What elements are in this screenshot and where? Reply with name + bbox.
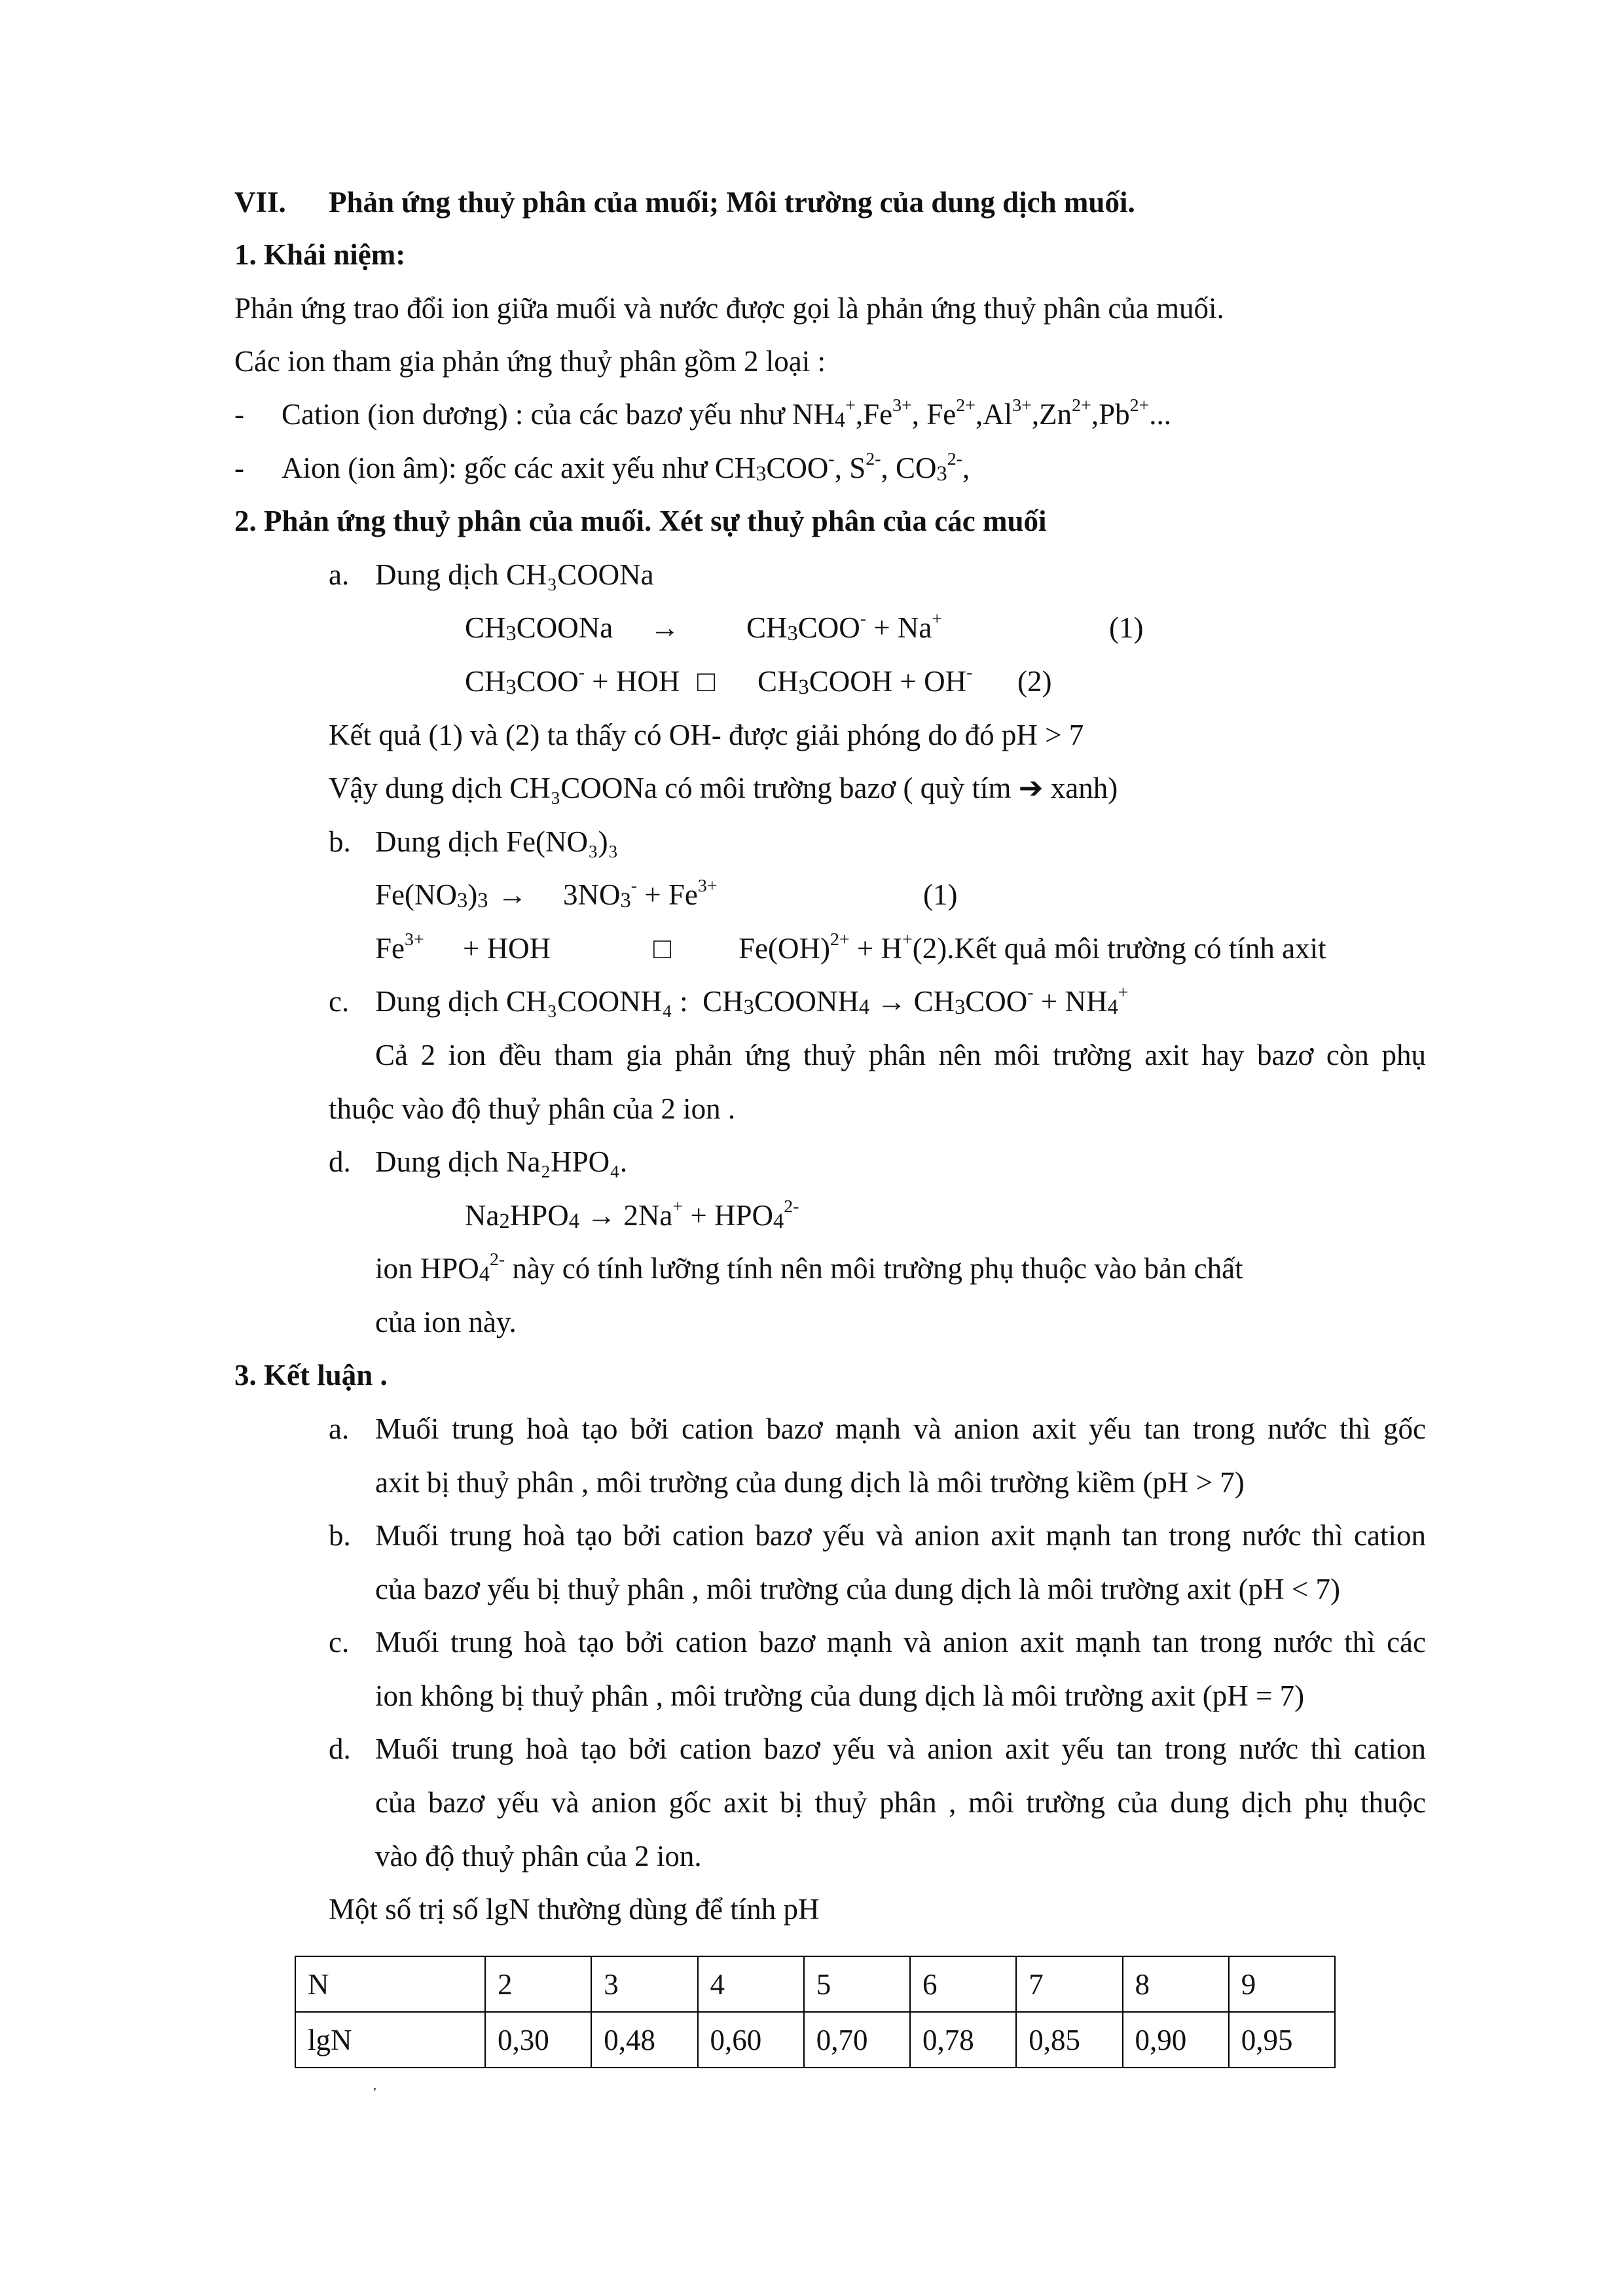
- conclusion-c-line1: Muối trung hoà tạo bởi cation bazơ mạnh và anion axit mạnh tan trong nước thì các: [375, 1626, 1426, 1659]
- conclusion-a-line1: Muối trung hoà tạo bởi cation bazơ mạnh và anion axit yếu tan trong nước thì gốc: [375, 1412, 1426, 1445]
- arrow-icon: →: [877, 985, 907, 1018]
- equation: $CH_3COO^- + Na^+$: [746, 608, 943, 645]
- conclusion-d-line1: Muối trung hoà tạo bởi cation bazơ yếu và anion axit yếu tan trong nước thì cation: [375, 1732, 1426, 1765]
- conclusion-b-line1: Muối trung hoà tạo bởi cation bazơ yếu và anion axit mạnh tan trong nước thì cation: [375, 1519, 1426, 1552]
- section-number: VII.: [234, 186, 286, 219]
- table-row: [295, 1956, 1335, 2012]
- subtitle-d: Dung dịch Na₂HPO₄.: [375, 1145, 628, 1178]
- table-cell: 0,60: [698, 2012, 804, 2068]
- equation: $Na_2HPO_4 \to 2Na^+ + HPO_4^{2-}$: [465, 1196, 799, 1233]
- equation-number: (1): [923, 878, 958, 911]
- table-cell: 9: [1229, 1956, 1335, 2012]
- unknown-glyph-icon: □: [653, 932, 672, 965]
- arrow-icon: →: [650, 611, 680, 644]
- table-cell: 0,95: [1229, 2012, 1335, 2068]
- bullet-dash: -: [234, 398, 244, 431]
- unknown-glyph-icon: □: [697, 665, 716, 698]
- bullet-anion: Aion (ion âm): gốc các axit yếu như $CH_3COO^-$, $S^{2-}$, $CO_3^{2-}$,: [282, 448, 970, 486]
- table-cell: 5: [804, 1956, 910, 2012]
- equation: $CH_3COOH + OH^-$: [757, 662, 973, 699]
- equation-number: (2): [1017, 665, 1052, 698]
- stray-mark: ’: [373, 2085, 377, 2100]
- table-cell: N: [295, 1956, 485, 2012]
- paragraph: Các ion tham gia phản ứng thuỷ phân gồm 2 loại :: [234, 345, 826, 378]
- table-cell: 8: [1123, 1956, 1229, 2012]
- table-cell: 0,78: [910, 2012, 1016, 2068]
- heading-concept: 1. Khái niệm:: [234, 238, 406, 271]
- table-cell: 0,90: [1123, 2012, 1229, 2068]
- table-cell: 0,48: [591, 2012, 697, 2068]
- equation: $Fe(NO_3)_3$: [375, 878, 488, 912]
- right-arrow-icon: ➔: [1018, 772, 1044, 804]
- equation: Fe(OH)$^{2+}$ + H+(2).Kết quả môi trường có tính axit: [739, 929, 1326, 965]
- table-cell: 6: [910, 1956, 1016, 2012]
- lgn-table: [295, 1956, 1336, 2068]
- arrow-icon: →: [498, 878, 527, 911]
- paragraph: Kết quả (1) và (2) ta thấy có OH- được giải phóng do đó pH > 7: [329, 719, 1084, 751]
- paragraph: thuộc vào độ thuỷ phân của 2 ion .: [329, 1092, 736, 1125]
- conclusion-a-line2: axit bị thuỷ phân , môi trường của dung dịch là môi trường kiềm (pH > 7): [375, 1466, 1245, 1499]
- label-c: c.: [329, 985, 350, 1018]
- table-caption: Một số trị số lgN thường dùng để tính pH: [329, 1893, 820, 1926]
- label-d: d.: [329, 1732, 351, 1765]
- table-cell: 4: [698, 1956, 804, 2012]
- bullet-cation: Cation (ion dương) : của các bazơ yếu như $NH_4^+,Fe^{3+}$, $Fe^{2+},Al^{3+},Zn^{2+},Pb^{2+}$...: [282, 395, 1172, 432]
- conclusion-d-line3: vào độ thuỷ phân của 2 ion.: [375, 1840, 702, 1873]
- table-cell: lgN: [295, 2012, 485, 2068]
- arrow-icon: →: [587, 1199, 617, 1232]
- heading-reaction: 2. Phản ứng thuỷ phân của muối. Xét sự thuỷ phân của các muối: [234, 505, 1047, 537]
- label-a: a.: [329, 1412, 350, 1445]
- table-row: [295, 2012, 1335, 2068]
- paragraph: Cả 2 ion đều tham gia phản ứng thuỷ phân nên môi trường axit hay bazơ còn phụ: [375, 1039, 1426, 1071]
- equation-number: (1): [1109, 611, 1144, 644]
- label-b: b.: [329, 825, 351, 858]
- table-cell: 0,70: [804, 2012, 910, 2068]
- equation: $CH_3COONa$: [465, 611, 613, 645]
- section-title: Phản ứng thuỷ phân của muối; Môi trường của dung dịch muối.: [329, 186, 1135, 219]
- paragraph: Phản ứng trao đổi ion giữa muối và nước được gọi là phản ứng thuỷ phân của muối.: [234, 292, 1224, 325]
- conclusion-d-line2: của bazơ yếu và anion gốc axit bị thuỷ phân , môi trường của dung dịch phụ thuộc: [375, 1786, 1426, 1819]
- table-cell: 0,30: [485, 2012, 591, 2068]
- table-cell: 0,85: [1016, 2012, 1122, 2068]
- table-cell: 3: [591, 1956, 697, 2012]
- paragraph: của ion này.: [375, 1306, 517, 1338]
- equation: $Fe^{3+}$: [375, 929, 424, 965]
- table-cell: 2: [485, 1956, 591, 2012]
- subtitle-b: Dung dịch Fe(NO₃)₃: [375, 825, 619, 858]
- table-cell: 7: [1016, 1956, 1122, 2012]
- label-d: d.: [329, 1145, 351, 1178]
- paragraph: Vậy dung dịch CH₃COONa có môi trường bazơ ( quỳ tím ➔ xanh): [329, 772, 1118, 804]
- subtitle-a: Dung dịch CH₃COONa: [375, 558, 654, 591]
- conclusion-c-line2: ion không bị thuỷ phân , môi trường của dung dịch là môi trường axit (pH = 7): [375, 1679, 1305, 1712]
- conclusion-b-line2: của bazơ yếu bị thuỷ phân , môi trường của dung dịch là môi trường axit (pH < 7): [375, 1573, 1340, 1605]
- equation: $3NO_3^- + Fe^{3+}$: [563, 875, 718, 912]
- label-c: c.: [329, 1626, 350, 1659]
- heading-conclusion: 3. Kết luận .: [234, 1359, 388, 1391]
- label-a: a.: [329, 558, 350, 591]
- equation: + HOH: [463, 932, 551, 965]
- label-b: b.: [329, 1519, 351, 1552]
- equation: $CH_3COO^-$ + HOH: [465, 662, 680, 699]
- bullet-dash: -: [234, 452, 244, 484]
- subtitle-c: Dung dịch CH₃COONH₄ : $CH_3COONH_4 \to CH_3COO^- + NH_4^+$: [375, 982, 1129, 1019]
- paragraph: ion $HPO_4^{2-}$ này có tính lưỡng tính nên môi trường phụ thuộc vào bản chất: [375, 1249, 1243, 1286]
